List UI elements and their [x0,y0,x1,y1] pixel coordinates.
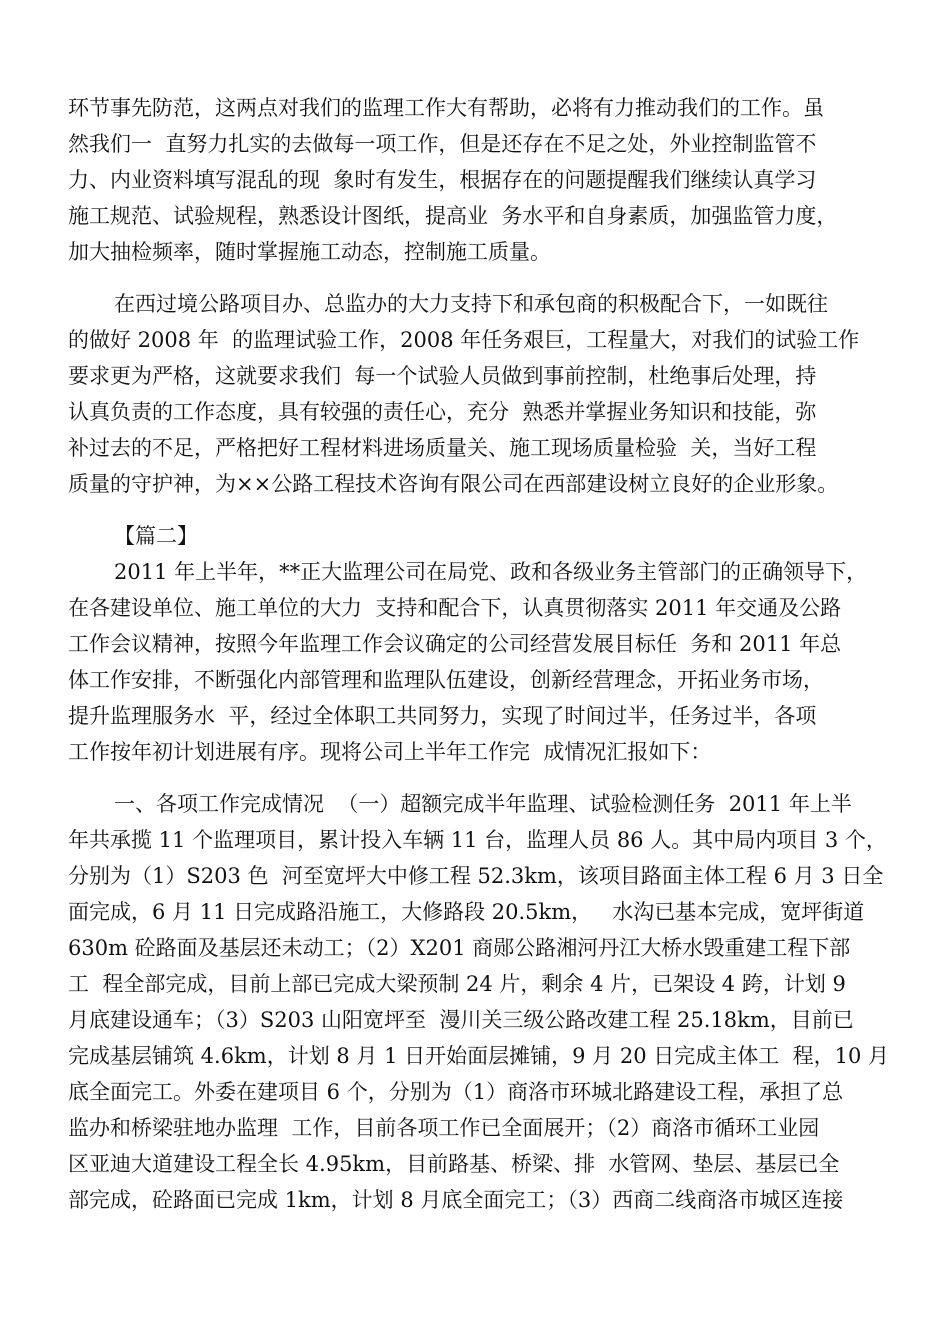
text-line: 体工作安排，不断强化内部管理和监理队伍建设，创新经营理念，开拓业务市场， [68,668,824,692]
text-line: 底全面完工。外委在建项目 6 个，分别为（1）商洛市环城北路建设工程，承担了总 [68,1080,844,1104]
text-line: 月底建设通车；（3）S203 山阳宽坪至 漫川关三级公路改建工程 25.18km，目前已 [68,1008,854,1032]
text-line: 提升监理服务水 平，经过全体职工共同努力，实现了时间过半，任务过半，各项 [68,704,817,728]
text-line: 要求更为严格，这就要求我们 每一个试验人员做到事前控制，杜绝事后处理，持 [68,364,817,388]
paragraph-first-line: 2011 年上半年，**正大监理公司在局党、政和各级业务主管部门的正确领导下， [114,560,868,584]
text-line: 完成基层铺筑 4.6km，计划 8 月 1 日开始面层摊铺，9 月 20 日完成主体工 程，10 月 [68,1044,889,1068]
text-line: 的做好 2008 年 的监理试验工作，2008 年任务艰巨，工程量大，对我们的试验工作 [68,328,860,352]
text-line: 年共承揽 11 个监理项目，累计投入车辆 11 台，监理人员 86 人。其中局内项目 3 个， [68,828,887,852]
text-line: 工作会议精神，按照今年监理工作会议确定的公司经营发展目标任 务和 2011 年总 [68,632,842,656]
text-line: 工作按年初计划进展有序。现将公司上半年工作完 成情况汇报如下： [68,740,712,764]
text-line: 在各建设单位、施工单位的大力 支持和配合下，认真贯彻落实 2011 年交通及公路 [68,596,842,620]
text-line: 面完成，6 月 11 日完成路沿施工，大修路段 20.5km， 水沟已基本完成，宽坪街道 [68,900,865,924]
text-line: 认真负责的工作态度，具有较强的责任心，充分 熟悉并掌握业务知识和技能，弥 [68,400,817,424]
paragraph-first-line: 在西过境公路项目办、总监办的大力支持下和承包商的积极配合下，一如既往 [114,292,828,316]
text-line: 630m 砼路面及基层还未动工；（2）X201 商郧公路湘河丹江大桥水毁重建工程下部 [68,936,851,960]
text-line: 部完成，砼路面已完成 1km，计划 8 月底全面完工；（3）西商二线商洛市城区连接 [68,1188,844,1212]
text-line: 工 程全部完成，目前上部已完成大梁预制 24 片，剩余 4 片，已架设 4 跨，计划 9 [68,972,846,996]
text-line: 区亚迪大道建设工程全长 4.95km，目前路基、桥梁、排 水管网、垫层、基层已全 [68,1152,840,1176]
text-line: 加大抽检频率，随时掌握施工动态，控制施工质量。 [68,240,551,264]
text-line: 力、内业资料填写混乱的现 象时有发生，根据存在的问题提醒我们继续认真学习 [68,168,817,192]
text-line: 环节事先防范，这两点对我们的监理工作大有帮助，必将有力推动我们的工作。虽 [68,96,824,120]
text-line: 施工规范、试验规程，熟悉设计图纸，提高业 务水平和自身素质，加强监管力度， [68,204,838,228]
section-heading: 【篇二】 [114,524,198,548]
text-line: 补过去的不足，严格把好工程材料进场质量关、施工现场质量检验 关，当好工程 [68,436,817,460]
text-line: 分别为（1）S203 色 河至宽坪大中修工程 52.3km，该项目路面主体工程 6 月 3 日全 [68,864,884,888]
text-line: 质量的守护神，为××公路工程技术咨询有限公司在西部建设树立良好的企业形象。 [68,472,839,496]
text-line: 监办和桥梁驻地办监理 工作，目前各项工作已全面展开；（2）商洛市循环工业园 [68,1116,820,1140]
paragraph-first-line: 一、各项工作完成情况 （一）超额完成半年监理、试验检测任务 2011 年上半 [114,792,852,816]
text-line: 然我们一 直努力扎实的去做每一项工作，但是还存在不足之处，外业控制监管不 [68,132,817,156]
